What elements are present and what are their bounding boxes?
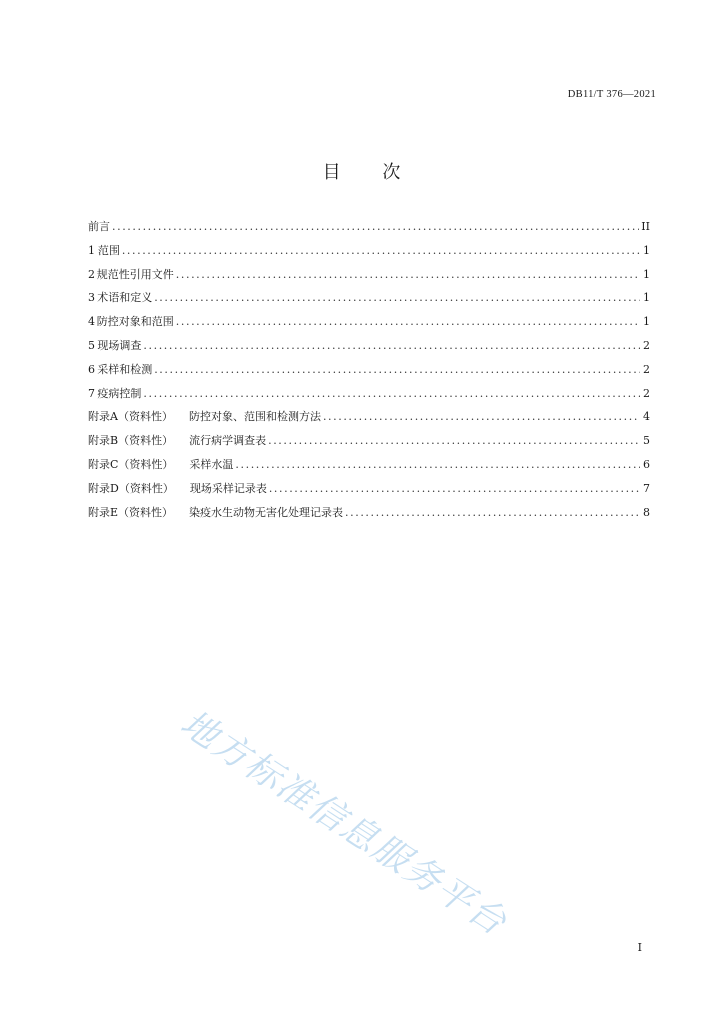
toc-appendix-tag: 附录C（资料性）: [88, 457, 174, 471]
toc-entry-2[interactable]: [88, 266, 650, 290]
page-number: I: [637, 941, 642, 954]
toc-entry-page: 1: [643, 291, 650, 305]
toc-entry-page: 2: [643, 362, 650, 376]
toc-dot-leader: [154, 291, 640, 304]
toc-appendix-tag: 附录A（资料性）: [88, 410, 173, 424]
toc-entry-page: 2: [643, 338, 650, 352]
toc-dot-leader: [154, 363, 640, 376]
toc-entry-number: 5: [88, 338, 95, 352]
toc-entry-page: 7: [643, 481, 650, 495]
toc-entry-label: 范围: [97, 243, 120, 257]
toc-entry-page: II: [641, 220, 650, 233]
toc-entry-preface[interactable]: [88, 218, 650, 242]
toc-entry-appendix-d[interactable]: [88, 480, 650, 504]
toc-entry-page: 5: [643, 434, 650, 448]
toc-entry-page: 8: [643, 505, 650, 519]
toc-entry-page: 4: [643, 410, 650, 424]
document-code: DB11/T 376—2021: [567, 89, 656, 100]
toc-title-char-1: 目: [322, 162, 342, 183]
toc-dot-leader: [176, 268, 640, 281]
toc-entry-label: 规范性引用文件: [96, 267, 174, 281]
toc-entry-label: 染疫水生动物无害化处理记录表: [189, 505, 344, 519]
toc-entry-label: 疫病控制: [97, 386, 142, 400]
toc-entry-appendix-e[interactable]: [88, 504, 650, 528]
toc-dot-leader: [269, 482, 640, 495]
toc-entry-label: 术语和定义: [97, 291, 153, 305]
toc-entry-3[interactable]: [88, 289, 650, 313]
toc-dot-leader: [268, 434, 640, 447]
toc-entry-label: 采样水温: [189, 457, 234, 471]
toc-entry-appendix-c[interactable]: [88, 456, 650, 480]
toc-entry-number: 3: [88, 291, 95, 305]
toc-appendix-tag: 附录E（资料性）: [88, 505, 174, 519]
toc-list: [88, 218, 650, 527]
toc-entry-label: 流行病学调查表: [189, 434, 267, 448]
toc-entry-4[interactable]: [88, 313, 650, 337]
toc-entry-label: 前言: [88, 220, 110, 233]
toc-entry-number: 4: [88, 315, 95, 329]
toc-dot-leader: [143, 387, 640, 400]
toc-entry-number: 6: [88, 362, 95, 376]
toc-entry-page: 1: [643, 243, 650, 257]
toc-dot-leader: [112, 220, 639, 233]
toc-entry-page: 6: [643, 457, 650, 471]
toc-entry-number: 7: [88, 386, 95, 400]
toc-entry-label: 采样和检测: [97, 362, 153, 376]
toc-entry-label: 防控对象、范围和检测方法: [188, 410, 321, 424]
toc-entry-page: 1: [643, 315, 650, 329]
toc-dot-leader: [176, 315, 640, 328]
toc-entry-page: 2: [643, 386, 650, 400]
toc-entry-page: 1: [643, 267, 650, 281]
toc-entry-1[interactable]: [88, 242, 650, 266]
toc-entry-number: 1: [88, 243, 95, 257]
toc-dot-leader: [323, 410, 640, 423]
toc-dot-leader: [345, 506, 640, 519]
toc-dot-leader: [122, 244, 640, 257]
toc-entry-number: 2: [88, 267, 95, 281]
toc-entry-6[interactable]: [88, 361, 650, 385]
watermark: 地方标准信息服务平台: [173, 702, 515, 945]
toc-title-char-2: 次: [382, 162, 402, 183]
toc-appendix-tag: 附录B（资料性）: [88, 434, 174, 448]
toc-dot-leader: [143, 339, 640, 352]
toc-entry-label: 防控对象和范围: [96, 315, 174, 329]
toc-entry-label: 现场调查: [97, 338, 142, 352]
toc-entry-appendix-a[interactable]: [88, 408, 650, 432]
toc-entry-7[interactable]: [88, 385, 650, 409]
toc-entry-appendix-b[interactable]: [88, 432, 650, 456]
toc-entry-label: 现场采样记录表: [189, 481, 267, 495]
toc-appendix-tag: 附录D（资料性）: [88, 481, 174, 495]
toc-title: [0, 158, 724, 184]
toc-entry-5[interactable]: [88, 337, 650, 361]
toc-dot-leader: [235, 458, 640, 471]
